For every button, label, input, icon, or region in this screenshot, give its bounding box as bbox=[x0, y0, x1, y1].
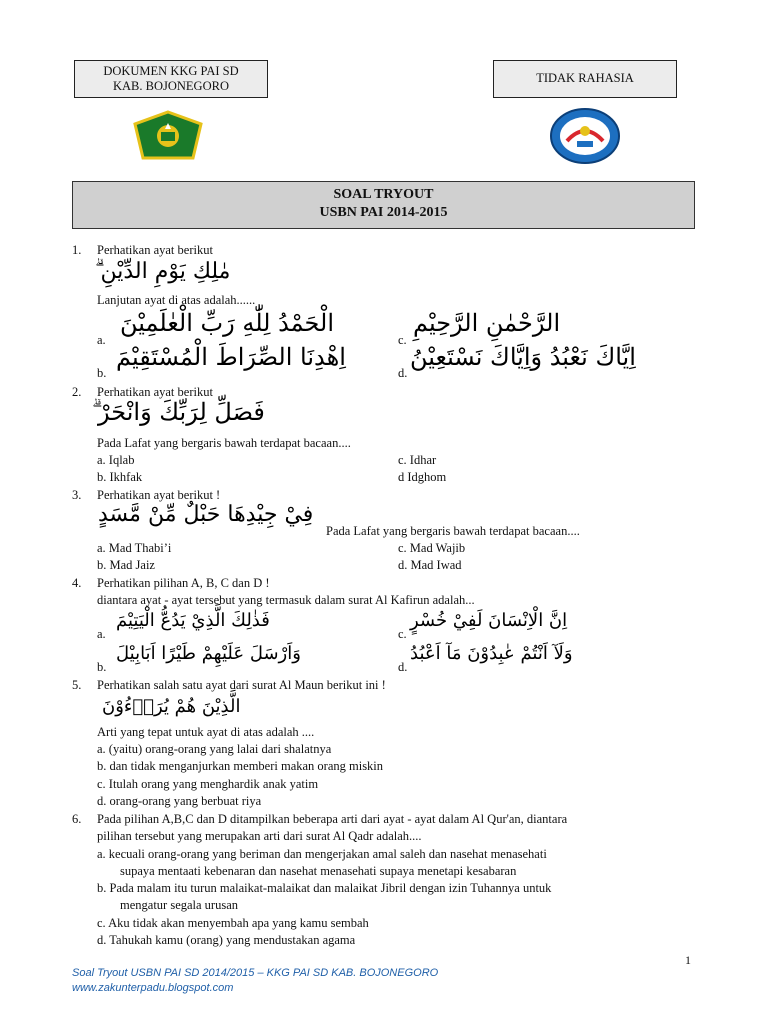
question-2-ayah: فَصَلِّ لِرَبِّكَ وَانْحَرْ ۗ bbox=[92, 398, 265, 426]
question-6-option-a[interactable]: a. kecuali orang-orang yang beriman dan mengerjakan amal saleh dan nasehat menasehati bbox=[97, 847, 547, 861]
question-3-option-b[interactable]: b. Mad Jaiz bbox=[97, 558, 155, 572]
question-3-prompt: Perhatikan ayat berikut ! bbox=[97, 488, 221, 502]
question-6-prompt-line2: pilihan tersebut yang merupakan arti dari surat Al Qadr adalah.... bbox=[97, 829, 422, 843]
question-3-option-d[interactable]: d. Mad Iwad bbox=[398, 558, 462, 572]
question-1-number: 1. bbox=[72, 243, 82, 257]
question-5-number: 5. bbox=[72, 678, 82, 692]
exam-title-line2: USBN PAI 2014-2015 bbox=[319, 205, 448, 220]
question-3-option-a[interactable]: a. Mad Thabi’i bbox=[97, 541, 172, 555]
question-4-option-c[interactable]: اِنَّ الْاِنْسَانَ لَفِيْ خُسْرٍ bbox=[410, 610, 568, 631]
question-3-follow: Pada Lafat yang bergaris bawah terdapat bacaan.... bbox=[326, 524, 580, 538]
question-6-prompt-line1: Pada pilihan A,B,C dan D ditampilkan beberapa arti dari ayat - ayat dalam Al Qur'an, diantara bbox=[97, 812, 568, 826]
question-1-follow: Lanjutan ayat di atas adalah...... bbox=[97, 293, 256, 307]
classification-label: TIDAK RAHASIA bbox=[536, 71, 634, 85]
question-6-option-c[interactable]: c. Aku tidak akan menyembah apa yang kamu sembah bbox=[97, 916, 369, 930]
footer-title: Soal Tryout USBN PAI SD 2014/2015 – KKG PAI SD KAB. BOJONEGORO bbox=[72, 967, 439, 979]
kemenag-logo-icon bbox=[131, 110, 205, 162]
question-4-option-b-label: b. bbox=[97, 660, 107, 674]
question-1-option-c[interactable]: الرَّحْمٰنِ الرَّحِيْمِ bbox=[413, 309, 561, 337]
question-4-option-d[interactable]: وَلَآ اَنْتُمْ عٰبِدُوْنَ مَآ اَعْبُدُ bbox=[410, 643, 573, 664]
classification-label-box bbox=[493, 60, 677, 98]
question-2-follow: Pada Lafat yang bergaris bawah terdapat bacaan.... bbox=[97, 436, 351, 450]
question-4-option-c-label: c. bbox=[398, 627, 407, 641]
question-4-option-a-label: a. bbox=[97, 627, 106, 641]
question-1-option-b-label: b. bbox=[97, 366, 107, 380]
question-1-ayah: مٰلِكِ يَوْمِ الدِّيْنِ ۗ bbox=[95, 259, 231, 284]
question-1-option-b[interactable]: اِهْدِنَا الصِّرَاطَ الْمُسْتَقِيْمَ bbox=[116, 343, 346, 371]
question-5-option-a[interactable]: a. (yaitu) orang-orang yang lalai dari shalatnya bbox=[97, 742, 332, 756]
question-4-follow: diantara ayat - ayat tersebut yang termasuk dalam surat Al Kafirun adalah... bbox=[97, 593, 475, 607]
question-1-prompt: Perhatikan ayat berikut bbox=[97, 243, 213, 257]
footer-url[interactable]: www.zakunterpadu.blogspot.com bbox=[72, 982, 234, 994]
question-6-number: 6. bbox=[72, 812, 82, 826]
document-label-line2: KAB. BOJONEGORO bbox=[113, 79, 229, 93]
question-6-option-b-cont: mengatur segala urusan bbox=[120, 898, 239, 912]
question-5-follow: Arti yang tepat untuk ayat di atas adalah .... bbox=[97, 725, 315, 739]
document-label-line1: DOKUMEN KKG PAI SD bbox=[103, 64, 239, 78]
question-1-option-c-label: c. bbox=[398, 333, 407, 347]
question-5-prompt: Perhatikan salah satu ayat dari surat Al Maun berikut ini ! bbox=[97, 678, 386, 692]
question-6-option-b[interactable]: b. Pada malam itu turun malaikat-malaikat dan malaikat Jibril dengan izin Tuhannya untuk bbox=[97, 881, 552, 895]
question-5-option-c[interactable]: c. Itulah orang yang menghardik anak yatim bbox=[97, 777, 319, 791]
question-4-option-a[interactable]: فَذٰلِكَ الَّذِيْ يَدُعُّ الْيَتِيْمَ bbox=[116, 610, 270, 631]
question-3-number: 3. bbox=[72, 488, 82, 502]
question-4-number: 4. bbox=[72, 576, 82, 590]
question-1-option-d-label: d. bbox=[398, 366, 408, 380]
question-2-option-a[interactable]: a. Iqlab bbox=[97, 453, 135, 467]
question-1-option-d[interactable]: اِيَّاكَ نَعْبُدُ وَاِيَّاكَ نَسْتَعِيْنُ bbox=[410, 343, 636, 371]
question-6-option-a-cont: supaya mentaati kebenaran dan nasehat menasehati supaya menetapi kesabaran bbox=[120, 864, 517, 878]
exam-title-line1: SOAL TRYOUT bbox=[333, 187, 434, 202]
question-2-prompt: Perhatikan ayat berikut bbox=[97, 385, 213, 399]
question-4-prompt: Perhatikan pilihan A, B, C dan D ! bbox=[97, 576, 270, 590]
question-6-option-d[interactable]: d. Tahukah kamu (orang) yang mendustakan agama bbox=[97, 933, 356, 947]
question-2-number: 2. bbox=[72, 385, 82, 399]
question-4-option-b[interactable]: وَاَرْسَلَ عَلَيْهِمْ طَيْرًا اَبَابِيْلَ bbox=[116, 643, 301, 664]
question-5-ayah: الَّذِيْنَ هُمْ يُرَاۤءُوْنَ bbox=[102, 696, 241, 717]
question-4-option-d-label: d. bbox=[398, 660, 408, 674]
question-1-option-a-label: a. bbox=[97, 333, 106, 347]
question-2-option-b[interactable]: b. Ikhfak bbox=[97, 470, 143, 484]
question-3-ayah: فِيْ جِيْدِهَا حَبْلٌ مِّنْ مَّسَدٍ bbox=[98, 502, 314, 527]
question-5-option-d[interactable]: d. orang-orang yang berbuat riya bbox=[97, 794, 262, 808]
question-5-option-b[interactable]: b. dan tidak menganjurkan memberi makan orang miskin bbox=[97, 759, 384, 773]
question-1-option-a[interactable]: الْحَمْدُ لِلّٰهِ رَبِّ الْعٰلَمِيْنَ bbox=[120, 309, 335, 337]
document-label-box bbox=[74, 60, 268, 98]
question-3-option-c[interactable]: c. Mad Wajib bbox=[398, 541, 466, 555]
exam-title-box bbox=[72, 181, 695, 229]
question-2-option-d[interactable]: d Idghom bbox=[398, 470, 447, 484]
page-number: 1 bbox=[685, 953, 691, 967]
tutwuri-logo-icon bbox=[549, 107, 621, 165]
question-2-option-c[interactable]: c. Idhar bbox=[398, 453, 437, 467]
